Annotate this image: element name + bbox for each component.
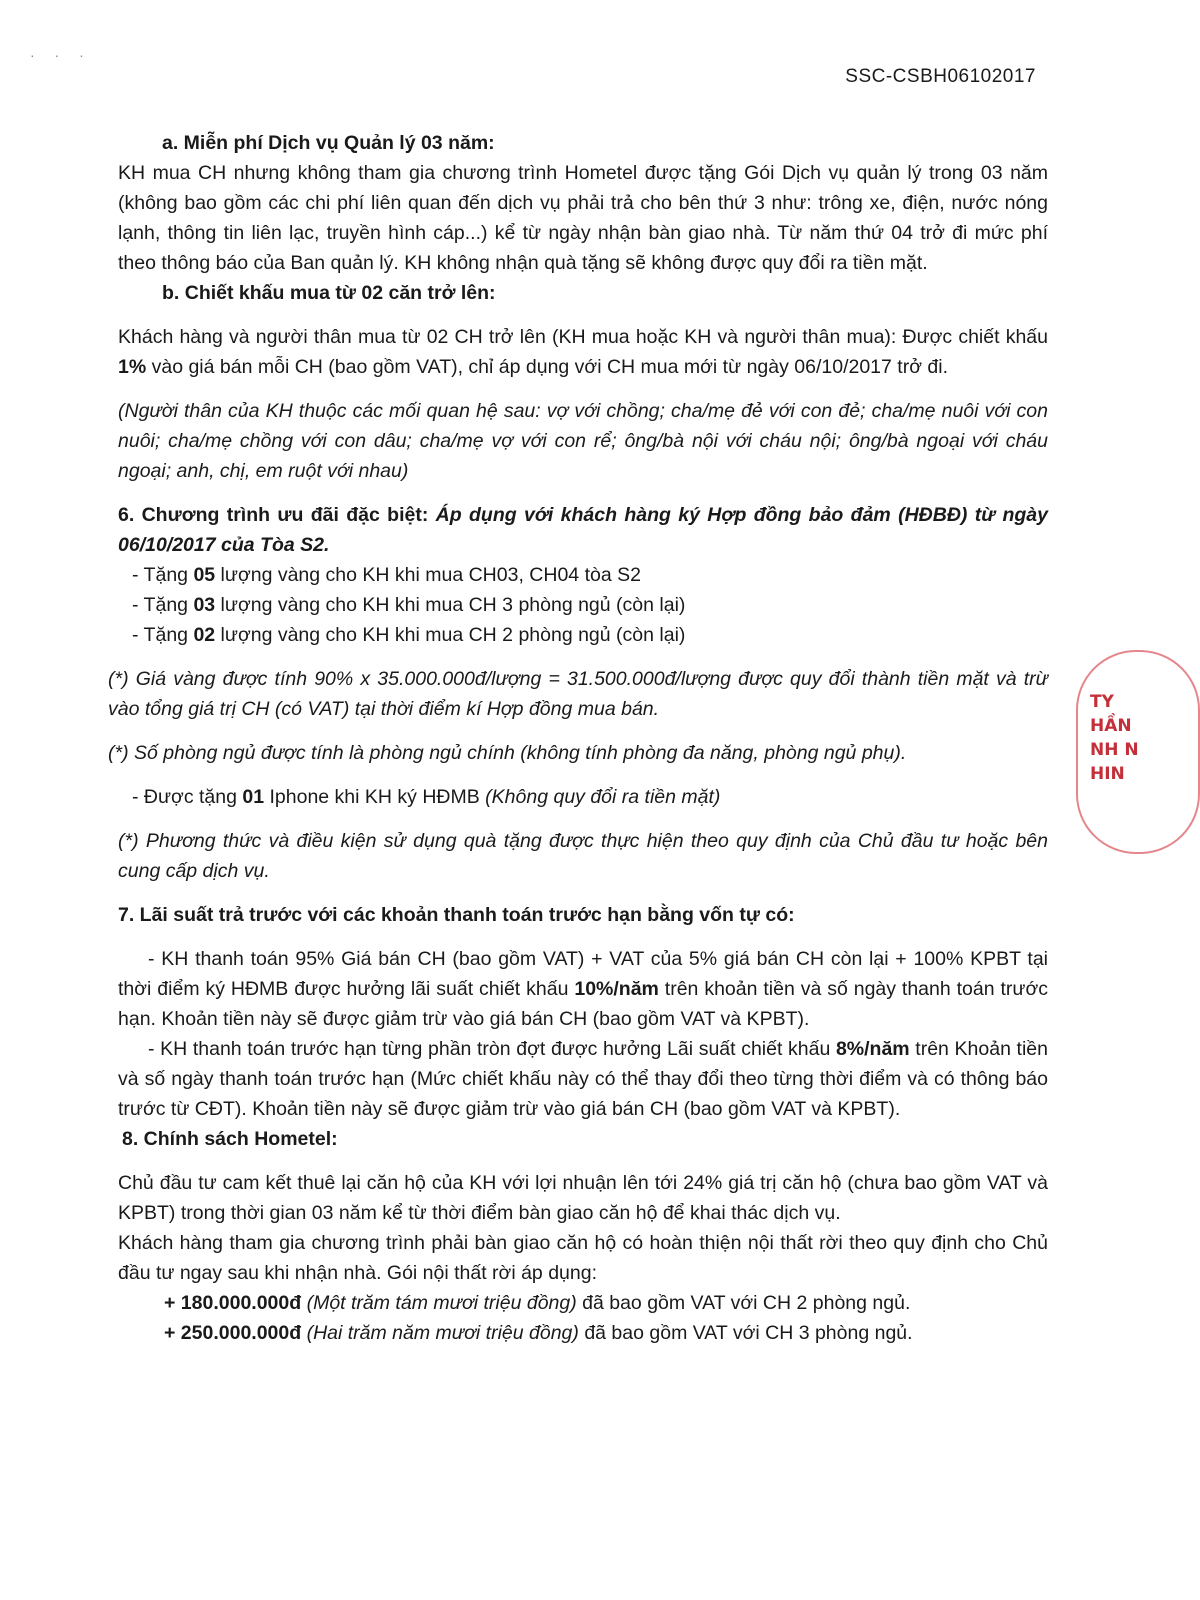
- list-item: - Tặng 03 lượng vàng cho KH khi mua CH 3 phòng ngủ (còn lại): [132, 594, 686, 616]
- document-body: [108, 128, 1048, 1348]
- section-a-body: KH mua CH nhưng không tham gia chương trình Hometel được tặng Gói Dịch vụ quản lý trong 03 năm (không bao gồm các chi phí liên quan đến dịch vụ phải trả cho bên thứ 3 như: trông xe, điện, nước nóng lạnh, thông tin liên lạc, truyền hình cáp...) kể từ ngày nhận bàn giao nhà. Từ năm thứ 04 trở đi mức phí theo thông báo của Ban quản lý. KH không nhận quà tặng sẽ không được quy đổi ra tiền mặt.: [118, 162, 1048, 274]
- section-6-title: 6. Chương trình ưu đãi đặc biệt: Áp dụng với khách hàng ký Hợp đồng bảo đảm (HĐBĐ) từ ngày 06/10/2017 của Tòa S2.: [118, 504, 1048, 556]
- furniture-package-item: + 250.000.000đ (Hai trăm năm mươi triệu đồng) đã bao gồm VAT với CH 3 phòng ngủ.: [164, 1322, 913, 1344]
- list-item: - Tặng 02 lượng vàng cho KH khi mua CH 2 phòng ngủ (còn lại): [132, 624, 686, 646]
- section-8-title: 8. Chính sách Hometel:: [122, 1128, 338, 1150]
- section-b-body: Khách hàng và người thân mua từ 02 CH trở lên (KH mua hoặc KH và người thân mua): Được chiết khấu 1% vào giá bán mỗi CH (bao gồm VAT), chỉ áp dụng với CH mua mới từ ngày 06/10/2017 trở đi.: [118, 326, 1048, 378]
- gold-price-note: (*) Giá vàng được tính 90% x 35.000.000đ/lượng = 31.500.000đ/lượng được quy đổi thành tiền mặt và trừ vào tổng giá trị CH (có VAT) tại thời điểm kí Hợp đồng mua bán.: [108, 668, 1048, 720]
- gift-conditions-note: (*) Phương thức và điều kiện sử dụng quà tặng được thực hiện theo quy định của Chủ đầu tư hoặc bên cung cấp dịch vụ.: [118, 830, 1048, 882]
- scan-mark: · · ·: [30, 47, 92, 63]
- section-b-note: (Người thân của KH thuộc các mối quan hệ sau: vợ với chồng; cha/mẹ đẻ với con đẻ; cha/mẹ nuôi với con nuôi; cha/mẹ chồng với con dâu; cha/mẹ vợ với con rể; ông/bà nội với cháu nội; ông/bà ngoại với cháu ngoại; anh, chị, em ruột với nhau): [118, 400, 1048, 482]
- section-8-paragraph-2: Khách hàng tham gia chương trình phải bàn giao căn hộ có hoàn thiện nội thất rời theo quy định cho Chủ đầu tư ngay sau khi nhận nhà. Gói nội thất rời áp dụng:: [118, 1232, 1048, 1284]
- furniture-package-item: + 180.000.000đ (Một trăm tám mươi triệu đồng) đã bao gồm VAT với CH 2 phòng ngủ.: [164, 1292, 911, 1314]
- company-seal: [1076, 650, 1166, 850]
- section-7-paragraph-1: - KH thanh toán 95% Giá bán CH (bao gồm VAT) + VAT của 5% giá bán CH còn lại + 100% KPBT tại thời điểm ký HĐMB được hưởng lãi suất chiết khấu 10%/năm trên khoản tiền và số ngày thanh toán trước hạn. Khoản tiền này sẽ được giảm trừ vào giá bán CH (bao gồm VAT và KPBT).: [118, 948, 1048, 1030]
- section-b-title: b. Chiết khấu mua từ 02 căn trở lên:: [162, 282, 496, 304]
- section-a-title: a. Miễn phí Dịch vụ Quản lý 03 năm:: [162, 132, 495, 154]
- bedroom-note: (*) Số phòng ngủ được tính là phòng ngủ chính (không tính phòng đa năng, phòng ngủ phụ).: [108, 742, 907, 764]
- seal-text: TY HẦN NH N HIN: [1090, 692, 1139, 784]
- section-8-paragraph-1: Chủ đầu tư cam kết thuê lại căn hộ của KH với lợi nhuận lên tới 24% giá trị căn hộ (chưa bao gồm VAT và KPBT) trong thời gian 03 năm kể từ thời điểm bàn giao căn hộ để khai thác dịch vụ.: [118, 1172, 1048, 1224]
- iphone-gift-item: - Được tặng 01 Iphone khi KH ký HĐMB (Không quy đổi ra tiền mặt): [132, 786, 721, 808]
- section-7-paragraph-2: - KH thanh toán trước hạn từng phần tròn đợt được hưởng Lãi suất chiết khấu 8%/năm trên Khoản tiền và số ngày thanh toán trước hạn (Mức chiết khấu này có thể thay đổi theo từng thời điểm và có thông báo trước từ CĐT). Khoản tiền này sẽ được giảm trừ vào giá bán CH (bao gồm VAT và KPBT).: [118, 1038, 1048, 1120]
- section-7-title: 7. Lãi suất trả trước với các khoản thanh toán trước hạn bằng vốn tự có:: [118, 904, 795, 926]
- list-item: - Tặng 05 lượng vàng cho KH khi mua CH03, CH04 tòa S2: [132, 564, 641, 586]
- section-6-bullets: [118, 560, 1048, 650]
- document-code: SSC-CSBH06102017: [845, 66, 1036, 87]
